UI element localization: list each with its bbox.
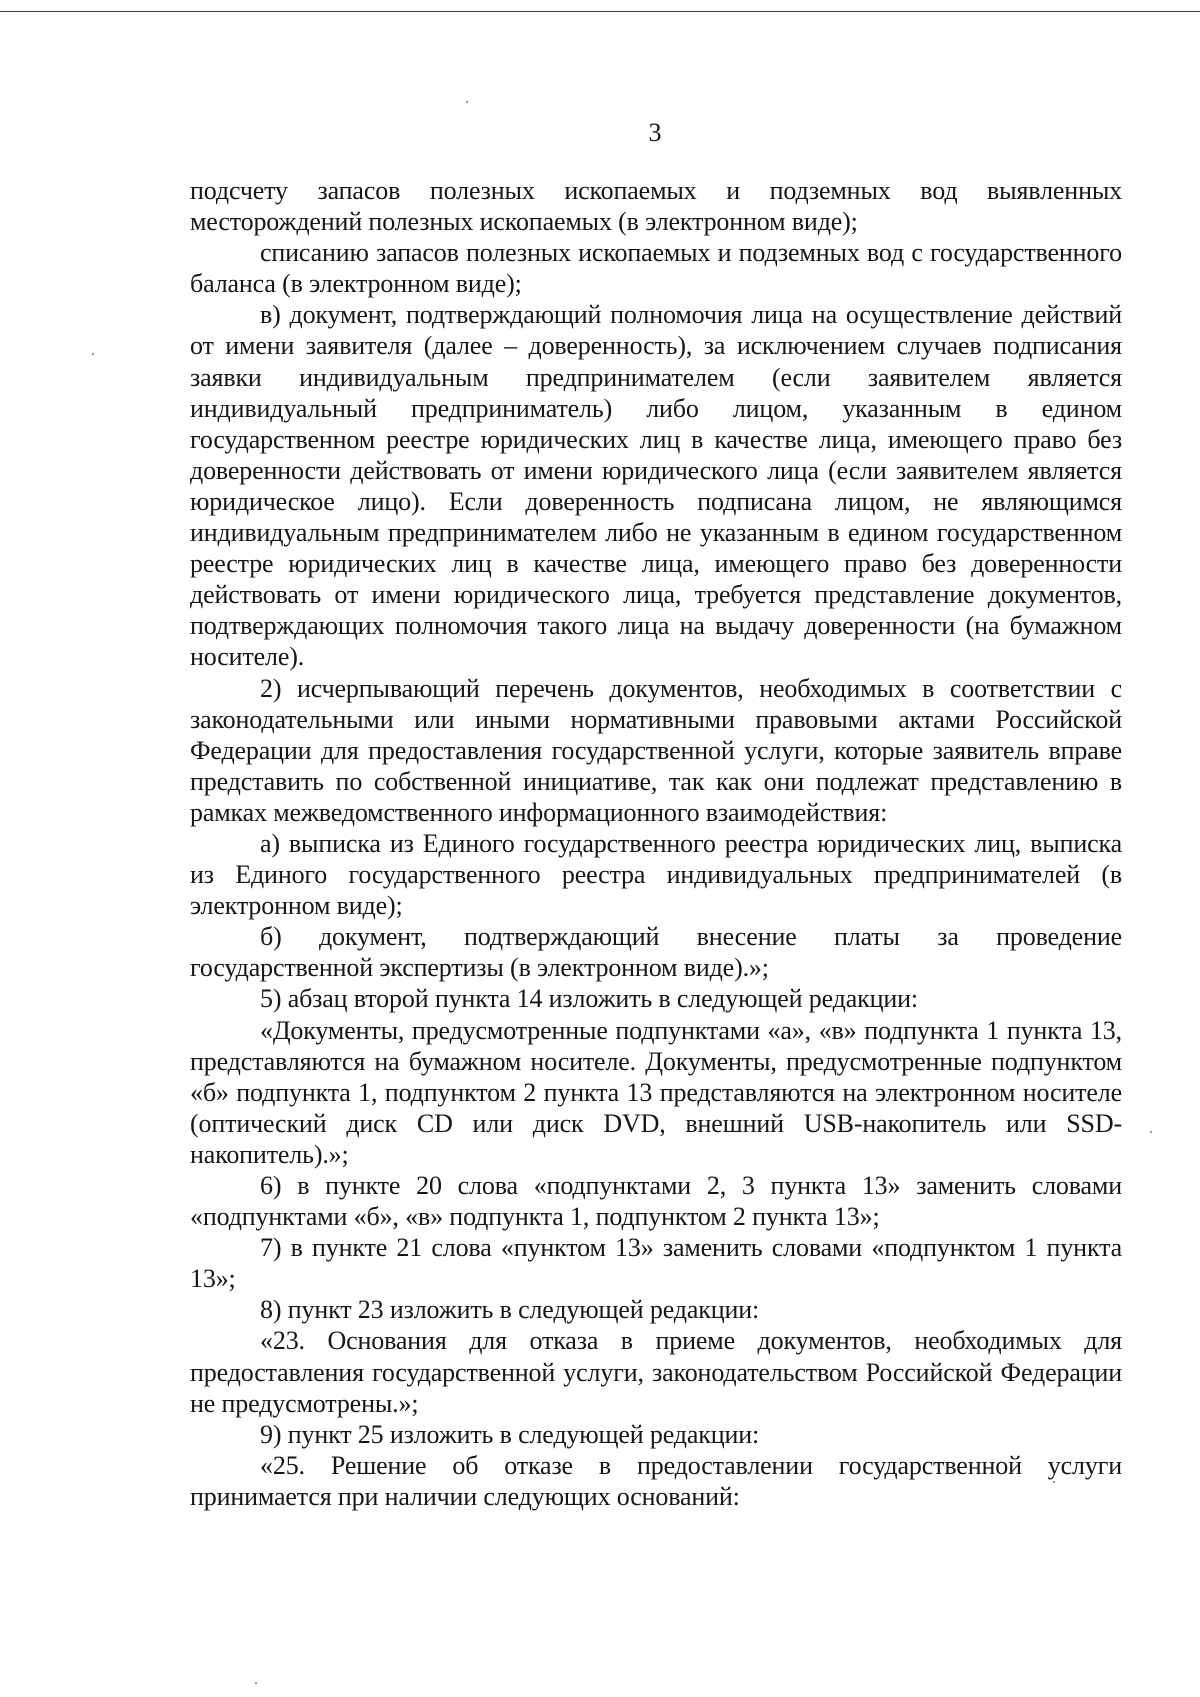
paragraph-item-v-power-of-attorney: в) документ, подтверждающий полномочия лица на осуществление действий от имени заявителя (далее – доверенность), за исключением случаев подписания заявки индивидуальным предпринимателем (если заявителем является индивидуальный предприниматель) либо лицом, указанным в едином государственном реестре юридических лиц в качестве лица, имеющего право без доверенности действовать от имени юридического лица (если заявителем является юридическое лицо). Если доверенность подписана лицом, не являющимся индивидуальным предпринимателем либо не указанным в едином государственном реестре юридических лиц в качестве лица, имеющего право без доверенности действовать от имени юридического лица, требуется представление документов, подтверждающих полномочия такого лица на выдачу доверенности (на бумажном носителе). — [190, 300, 1122, 672]
paragraph-item-b-payment-document: б) документ, подтверждающий внесение платы за проведение государственной экспертизы (в электронном виде).»; — [190, 922, 1122, 983]
paragraph-amendment-8-text: «23. Основания для отказа в приеме документов, необходимых для предоставления государственной услуги, законодательством Российской Федерации не предусмотрены.»; — [190, 1326, 1122, 1418]
paragraph-write-off: списанию запасов полезных ископаемых и подземных вод с государственного баланса (в электронном виде); — [190, 238, 1122, 299]
page-number: 3 — [648, 118, 662, 147]
paragraph-amendment-6: 6) в пункте 20 слова «подпунктами 2, 3 пункта 13» заменить словами «подпунктами «б», «в» подпункта 1, подпунктом 2 пункта 13»; — [190, 1171, 1122, 1232]
paragraph-amendment-5-text: «Документы, предусмотренные подпунктами «а», «в» подпункта 1 пункта 13, представляются на бумажном носителе. Документы, предусмотренные подпунктом «б» подпункта 1, подпунктом 2 пункта 13 представляются на электронном носителе (оптический диск CD или диск DVD, внешний USB-накопитель или SSD-накопитель).»; — [190, 1015, 1122, 1169]
scan-speck — [1150, 1131, 1152, 1133]
paragraph-amendment-8: 8) пункт 23 изложить в следующей редакции: — [260, 1295, 760, 1325]
paragraph-continuation: подсчету запасов полезных ископаемых и подземных вод выявленных месторождений полезных ископаемых (в электронном виде); — [190, 176, 1122, 237]
scan-top-edge-line — [0, 11, 1200, 12]
paragraph-item-a-registry-extract: а) выписка из Единого государственного реестра юридических лиц, выписка из Единого государственного реестра индивидуальных предпринимателей (в электронном виде); — [190, 828, 1122, 921]
paragraph-item-2-document-list: 2) исчерпывающий перечень документов, необходимых в соответствии с законодательными или иными нормативными правовыми актами Российской Федерации для предоставления государственной услуги, которые заявитель вправе представить по собственной инициативе, так как они подлежат представлению в рамках межведомственного информационного взаимодействия: — [190, 673, 1122, 827]
paragraph-amendment-5: 5) абзац второй пункта 14 изложить в следующей редакции: — [260, 984, 918, 1014]
paragraph-amendment-9: 9) пункт 25 изложить в следующей редакции: — [260, 1419, 760, 1449]
paragraph-amendment-7: 7) в пункте 21 слова «пунктом 13» заменить словами «подпунктом 1 пункта 13»; — [190, 1233, 1122, 1294]
scan-speck — [466, 101, 468, 103]
scan-speck — [92, 353, 94, 355]
scan-speck — [1053, 1481, 1055, 1483]
scan-speck — [255, 1682, 257, 1684]
document-body — [190, 175, 1122, 1512]
paragraph-amendment-9-text: «25. Решение об отказе в предоставлении государственной услуги принимается при наличии следующих оснований: — [190, 1450, 1122, 1511]
